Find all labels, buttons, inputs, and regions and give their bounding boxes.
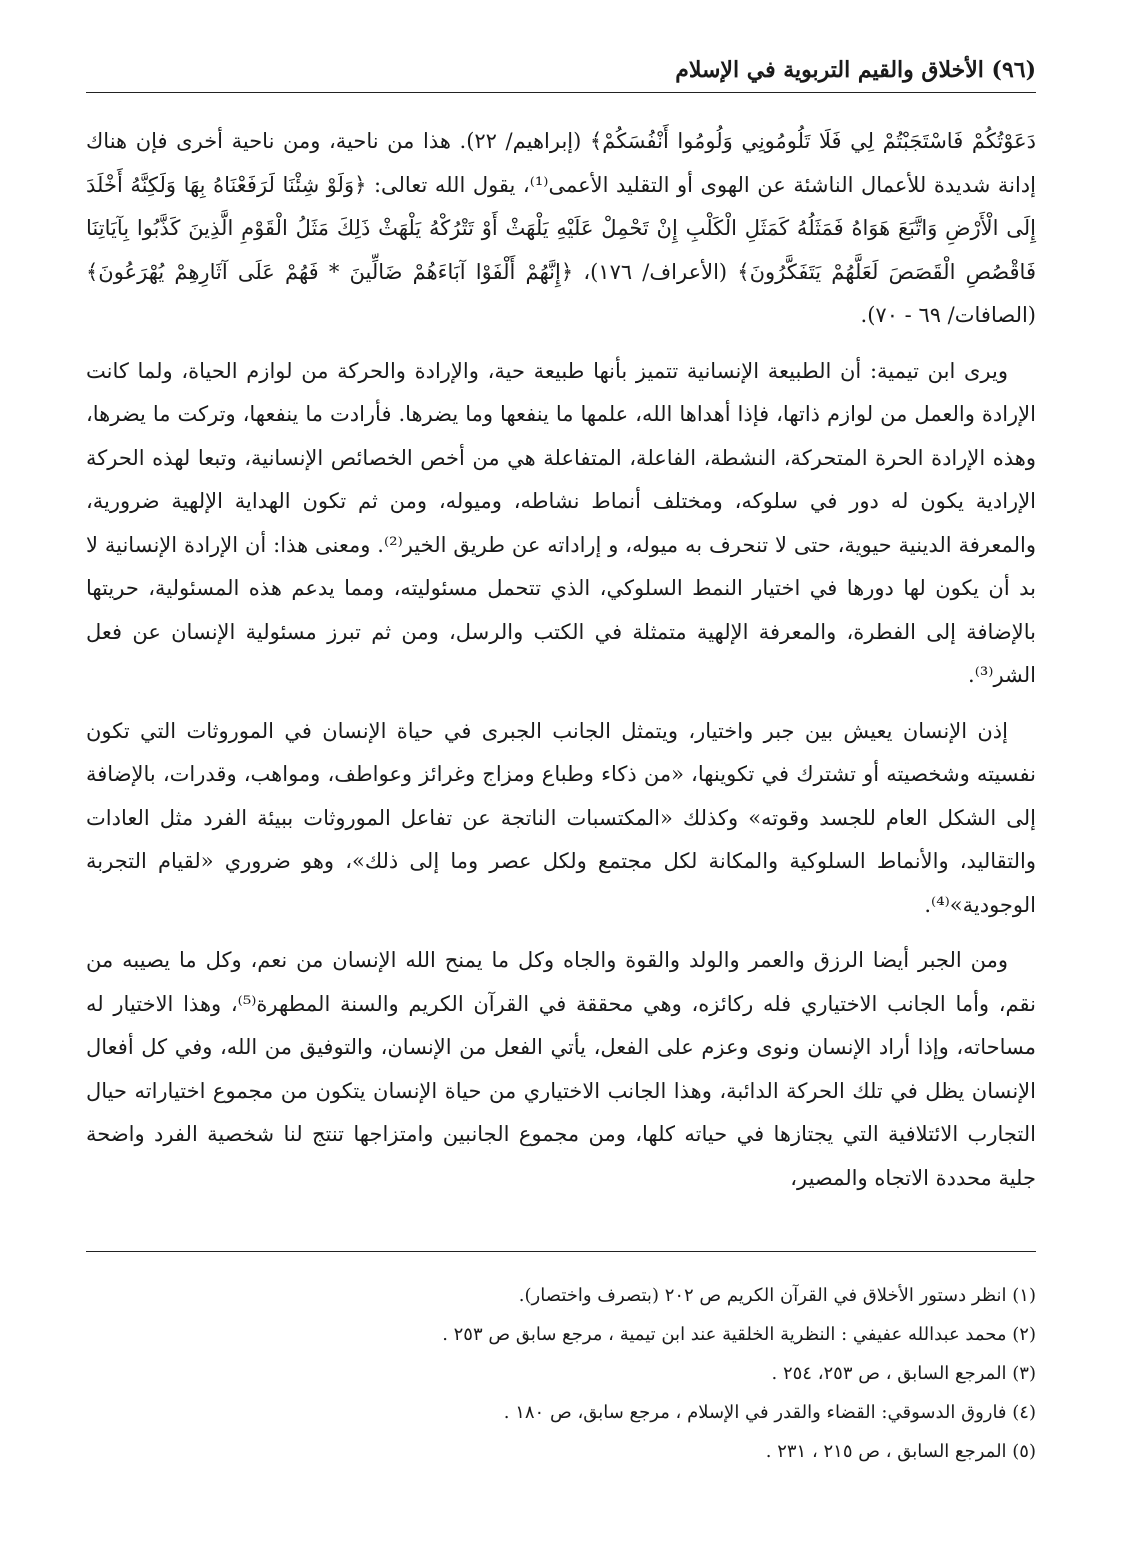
paragraph-1: دَعَوْتُكُمْ فَاسْتَجَبْتُمْ لِي فَلَا تَلُومُونِي وَلُومُوا أَنْفُسَكُمْ﴾ (إبراهيم/ ٢٢). هذا من ناحية، ومن ناحية أخرى فإن هناك إدانة شديدة للأعمال الناشئة عن الهوى أو التقليد الأعمى⁽¹⁾، يقول الله تعالى: ﴿وَلَوْ شِئْنَا لَرَفَعْنَاهُ بِهَا وَلَكِنَّهُ أَخْلَدَ إِلَى الْأَرْضِ وَاتَّبَعَ هَوَاهُ فَمَثَلُهُ كَمَثَلِ الْكَلْبِ إِنْ تَحْمِلْ عَلَيْهِ يَلْهَثْ أَوْ تَتْرُكْهُ يَلْهَثْ ذَلِكَ مَثَلُ الْقَوْمِ الَّذِينَ كَذَّبُوا بِآيَاتِنَا فَاقْصُصِ الْقَصَصَ لَعَلَّهُمْ يَتَفَكَّرُونَ﴾ (الأعراف/ ١٧٦)، ﴿إِنَّهُمْ أَلْفَوْا آبَاءَهُمْ ضَالِّينَ * فَهُمْ عَلَى آثَارِهِمْ يُهْرَعُونَ﴾ (الصافات/ ٦٩ - ٧٠). (86, 129, 1036, 327)
running-header (86, 52, 1036, 93)
paragraph-3: إذن الإنسان يعيش بين جبر واختيار، ويتمثل الجانب الجبرى في حياة الإنسان في الموروثات التي تكون نفسيته وشخصيته أو تشترك في تكوينها، «من ذكاء وطباع ومزاج وغرائز وعواطف، ومواهب، وقدرات، بالإضافة إلى الشكل العام للجسد وقوته» وكذلك «المكتسبات الناتجة عن تفاعل الموروثات ببيئة الفرد مثل العادات والتقاليد، والأنماط السلوكية والمكانة لكل مجتمع ولكل عصر وما إلى ذلك»، وهو ضروري «لقيام التجربة الوجودية»⁽⁴⁾. (86, 718, 1036, 917)
footnote-2: (٢) محمد عبدالله عفيفي : النظرية الخلقية عند ابن تيمية ، مرجع سابق ص ٢٥٣ . (442, 1324, 1036, 1345)
footnote-4: (٤) فاروق الدسوقي: القضاء والقدر في الإسلام ، مرجع سابق، ص ١٨٠ . (503, 1402, 1036, 1423)
paragraph-2: ويرى ابن تيمية: أن الطبيعة الإنسانية تتميز بأنها طبيعة حية، والإرادة والحركة من لوازم الحياة، ولما كانت الإرادة والعمل من لوازم ذاتها، فإذا أهداها الله، علمها ما ينفعها وما يضرها. فأرادت ما ينفعها، وتركت ما يضرها، وهذه الإرادة الحرة المتحركة، النشطة، الفاعلة، المتفاعلة هي من أخص الخصائص الإنسانية، وتبعا لهذه الحركة الإرادية يكون له دور في سلوكه، ومختلف أنماط نشاطه، وميوله، ومن ثم تكون الهداية الإلهية ضرورية، والمعرفة الدينية حيوية، حتى لا تنحرف به ميوله، و إراداته عن طريق الخير⁽²⁾. ومعنى هذا: أن الإرادة الإنسانية لا بد أن يكون لها دورها في اختيار النمط السلوكي، الذي تتحمل مسئوليته، ومما يدعم هذه المسئولية، حريتها بالإضافة إلى الفطرة، والمعرفة الإلهية متمثلة في الكتب والرسل، ومن ثم تبرز مسئولية الإنسان عن فعل الشر⁽³⁾. (86, 358, 1036, 687)
footnotes (86, 1276, 1036, 1471)
body-text (86, 120, 1036, 1212)
header-title: (٩٦) الأخلاق والقيم التربوية في الإسلام (675, 57, 1036, 83)
footnote-5: (٥) المرجع السابق ، ص ٢١٥ ، ٢٣١ . (765, 1441, 1036, 1462)
footnote-divider (86, 1251, 1036, 1252)
paragraph-4: ومن الجبر أيضا الرزق والعمر والولد والقوة والجاه وكل ما يمنح الله الإنسان من نعم، وكل ما يصيبه من نقم، وأما الجانب الاختياري فله ركائزه، وهي محققة في القرآن الكريم والسنة المطهرة⁽⁵⁾، وهذا الاختيار له مساحاته، وإذا أراد الإنسان ونوى وعزم على الفعل، يأتي الفعل من الإنسان، والتوفيق من الله، وفي كل أفعال الإنسان يظل في تلك الحركة الدائبة، وهذا الجانب الاختياري من حياة الإنسان يتكون من مجموع اختياراته حيال التجارب الائتلافية التي يجتازها في حياته كلها، ومن مجموع الجانبين وامتزاجها تنتج لنا شخصية الفرد واضحة جلية محددة الاتجاه والمصير، (86, 948, 1037, 1190)
footnote-1: (١) انظر دستور الأخلاق في القرآن الكريم ص ٢٠٢ (بتصرف واختصار). (518, 1285, 1036, 1306)
footnote-3: (٣) المرجع السابق ، ص ٢٥٣، ٢٥٤ . (771, 1363, 1036, 1384)
